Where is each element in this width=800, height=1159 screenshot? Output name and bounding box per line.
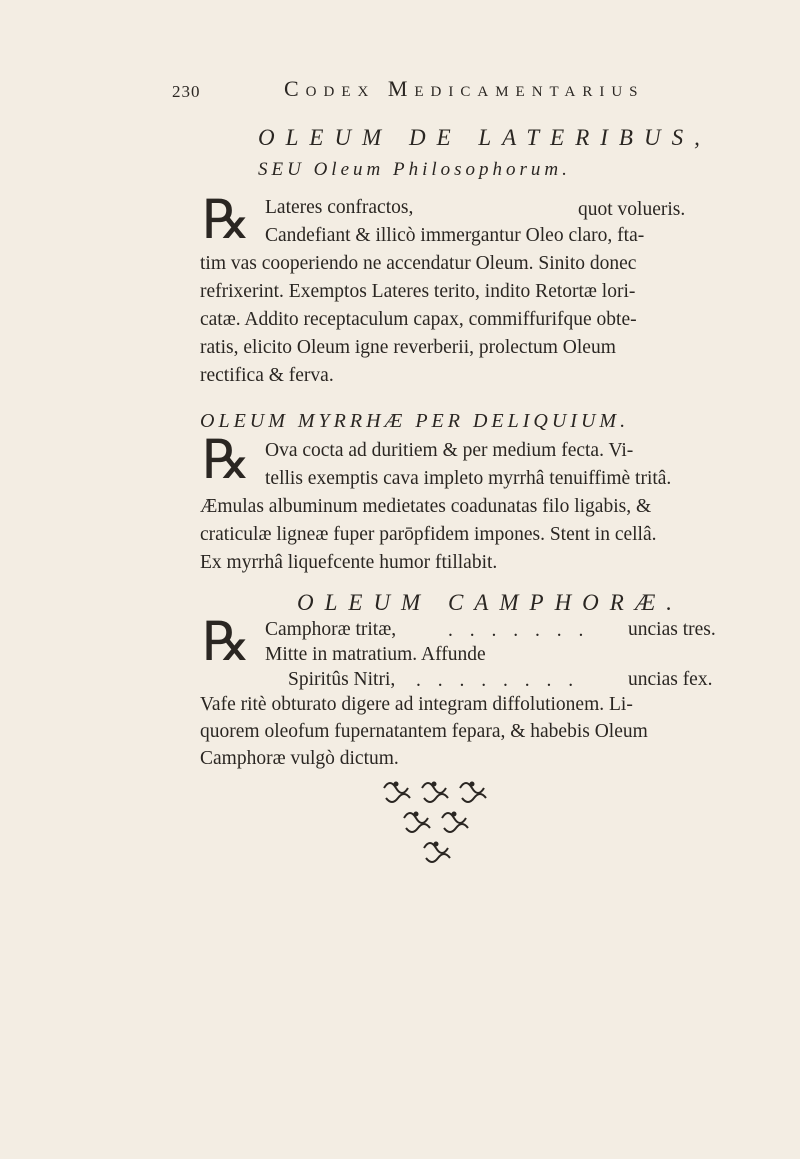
text-line: ratis, elicito Oleum igne reverberii, prolectum Oleum — [200, 337, 616, 358]
text-line: Vafe ritè obturato digere ad integram diffolutionem. Li- — [200, 694, 633, 715]
svg-text:℞: ℞ — [202, 612, 251, 668]
text-line: craticulæ ligneæ fuper parōpfidem impones. Stent in cellâ. — [200, 524, 657, 545]
recipe-title: OLEUM DE LATERIBUS, — [258, 125, 711, 150]
text-line: quorem oleofum fupernatantem fepara, & habebis Oleum — [200, 721, 648, 742]
text-line: Lateres confractos, — [265, 197, 414, 218]
text-line: Ova cocta ad duritiem & per medium fecta. Vi- — [265, 440, 634, 461]
recipe-rx-icon — [200, 612, 256, 668]
running-head — [172, 72, 692, 108]
ingredient-amount: uncias fex. — [628, 669, 713, 690]
text-line: Æmulas albuminum medietates coadunatas filo ligabis, & — [200, 496, 652, 517]
text-line: Camphoræ vulgò dictum. — [200, 748, 399, 769]
ingredient-name: Mitte in matratium. Affunde — [265, 644, 486, 665]
recipe-rx-icon — [200, 190, 256, 246]
text-line: tim vas cooperiendo ne accendatur Oleum. Sinito donec — [200, 253, 637, 274]
svg-text:℞: ℞ — [202, 430, 251, 486]
fleuron-ornament-icon — [376, 772, 512, 882]
ingredient-name: Spiritûs Nitri, — [288, 669, 396, 690]
text-line: rectifica & ferva. — [200, 365, 334, 386]
ingredient-amount: uncias tres. — [628, 619, 716, 640]
text-line: catæ. Addito receptaculum capax, commiffurifque obte- — [200, 309, 637, 330]
text-line: Ex myrrhâ liquefcente humor ftillabit. — [200, 552, 498, 573]
text-line: refrixerint. Exemptos Lateres terito, indito Retortæ lori- — [200, 281, 636, 302]
page-number: 230 — [172, 82, 201, 101]
text-line: Candefiant & illicò immergantur Oleo claro, fta- — [265, 225, 645, 246]
ingredient-name: Camphoræ tritæ, — [265, 619, 397, 640]
recipe-rx-icon — [200, 430, 256, 486]
ingredient-leader-dots: . . . . . . . . — [416, 670, 580, 691]
recipe-title: OLEUM CAMPHORÆ. — [297, 590, 684, 615]
svg-text:℞: ℞ — [202, 190, 251, 246]
book-title: Codex Medicamentarius — [284, 76, 645, 101]
quantity: quot volueris. — [578, 199, 686, 220]
recipe-subtitle: SEU Oleum Philosophorum. — [258, 159, 571, 180]
text-line: tellis exemptis cava impleto myrrhâ tenuiffimè tritâ. — [265, 468, 672, 489]
ingredient-leader-dots: . . . . . . . — [448, 620, 590, 641]
recipe-title: OLEUM MYRRHÆ PER DELIQUIUM. — [200, 410, 630, 432]
